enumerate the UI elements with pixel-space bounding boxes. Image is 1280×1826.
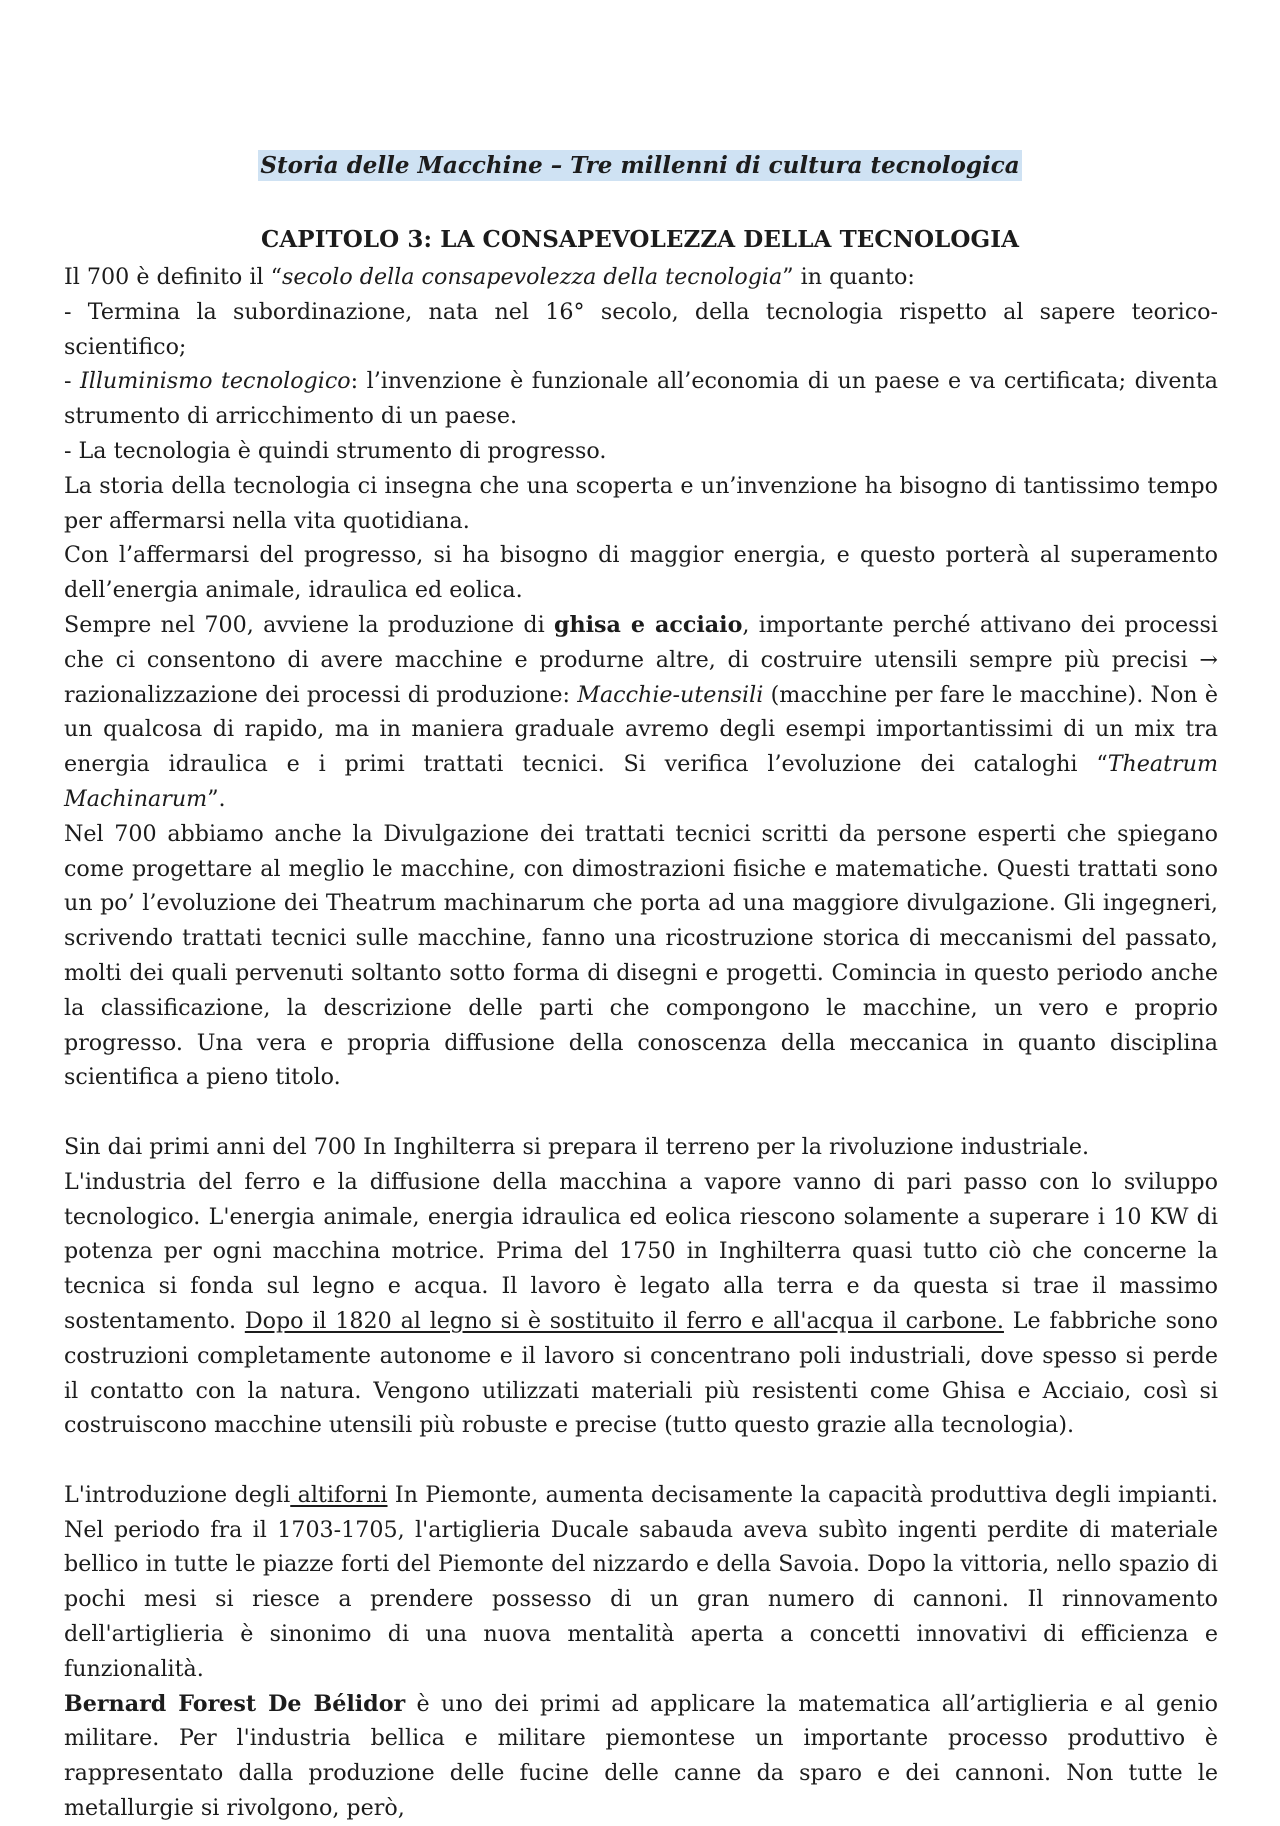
paragraph: L'introduzione degli altiforni In Piemonte, aumenta decisamente la capacità produttiva degli impianti. Nel periodo fra il 1703-1705, l'artiglieria Ducale sabauda aveva subìto ingenti perdite di materiale bellico in tutte le piazze forti del Piemonte del nizzardo e della Savoia. Dopo la vittoria, nello spazio di pochi mesi si riesce a prendere possesso di un gran numero di cannoni. Il rinnovamento dell'artiglieria è sinonimo di una nuova mentalità aperta a concetti innovativi di efficienza e funzionalità.: [64, 1481, 1218, 1682]
list-item: - Termina la subordinazione, nata nel 16° secolo, della tecnologia rispetto al sapere teorico-scientifico;: [64, 298, 1218, 360]
list-item: - Illuminismo tecnologico: l’invenzione è funzionale all’economia di un paese e va certificata; diventa strumento di arricchimento di un paese.: [64, 368, 1218, 430]
document-body: [64, 260, 1218, 1826]
paragraph-intro: Il 700 è definito il “secolo della consapevolezza della tecnologia” in quanto:: [64, 264, 915, 290]
paragraph: La storia della tecnologia ci insegna che una scoperta e un’invenzione ha bisogno di tantissimo tempo per affermarsi nella vita quotidiana.: [64, 472, 1218, 534]
document-title-highlight: Storia delle Macchine – Tre millenni di cultura tecnologica: [260, 152, 1020, 179]
paragraph: Bernard Forest De Bélidor è uno dei primi ad applicare la matematica all’artiglieria e al genio militare. Per l'industria bellica e militare piemontese un importante processo produttivo è rappresentato dalla produzione delle fucine delle canne da sparo e dei cannoni. Non tutte le metallurgie si rivolgono, però,: [64, 1690, 1219, 1822]
paragraph: Sin dai primi anni del 700 In Inghilterra si prepara il terreno per la rivoluzione industriale.: [64, 1133, 1090, 1160]
list-item: - La tecnologia è quindi strumento di progresso.: [64, 437, 607, 464]
emphasis-text: secolo della consapevolezza della tecnologia: [281, 264, 783, 290]
paragraph: Nel 700 abbiamo anche la Divulgazione dei trattati tecnici scritti da persone esperti che spiegano come progettare al meglio le macchine, con dimostrazioni fisiche e matematiche. Questi trattati sono un po’ l’evoluzione dei Theatrum machinarum che porta ad una maggiore divulgazione. Gli ingegneri, scrivendo trattati tecnici sulle macchine, fanno una ricostruzione storica di meccanismi del passato, molti dei quali pervenuti soltanto sotto forma di disegni e progetti. Comincia in questo periodo anche la classificazione, la descrizione delle parti che compongono le macchine, un vero e proprio progresso. Una vera e propria diffusione della conoscenza della meccanica in quanto disciplina scientifica a pieno titolo.: [64, 820, 1218, 1091]
spacer: [64, 1095, 1218, 1130]
emphasis-text: Theatrum Machinarum: [64, 751, 1218, 812]
spacer: [64, 1443, 1218, 1478]
paragraph: Sempre nel 700, avviene la produzione di ghisa e acciaio, importante perché attivano dei processi che ci consentono di avere macchine e produrne altre, di costruire utensili sempre più precisi → razionalizzazione dei processi di produzione: Macchie-utensili (macchine per fare le macchine). Non è un qualcosa di rapido, ma in maniera graduale avremo degli esempi importantissimi di un mix tra energia idraulica e i primi trattati tecnici. Si verifica l’evoluzione dei cataloghi “Theatrum Machinarum”.: [64, 611, 1218, 812]
document-title: [0, 152, 1280, 179]
underlined-text: altiforni: [290, 1481, 388, 1508]
emphasis-text: Macchie-utensili: [577, 681, 764, 708]
bold-text: ghisa e acciaio: [553, 611, 743, 638]
emphasis-text: Illuminismo tecnologico: [79, 368, 351, 395]
paragraph: L'industria del ferro e la diffusione della macchina a vapore vanno di pari passo con lo sviluppo tecnologico. L'energia animale, energia idraulica ed eolica riescono solamente a superare i 10 KW di potenza per ogni macchina motrice. Prima del 1750 in Inghilterra quasi tutto ciò che concerne la tecnica si fonda sul legno e acqua. Il lavoro è legato alla terra e da questa si trae il massimo sostentamento. Dopo il 1820 al legno si è sostituito il ferro e all'acqua il carbone. Le fabbriche sono costruzioni completamente autonome e il lavoro si concentrano poli industriali, dove spesso si perde il contatto con la natura. Vengono utilizzati materiali più resistenti come Ghisa e Acciaio, così si costruiscono macchine utensili più robuste e precise (tutto questo grazie alla tecnologia).: [64, 1168, 1219, 1439]
underlined-text: Dopo il 1820 al legno si è sostituito il ferro e all'acqua il carbone.: [244, 1307, 1004, 1334]
bold-text: Bernard Forest De Bélidor: [64, 1690, 406, 1717]
paragraph: Con l’affermarsi del progresso, si ha bisogno di maggior energia, e questo porterà al superamento dell’energia animale, idraulica ed eolica.: [64, 542, 1218, 604]
chapter-heading: CAPITOLO 3: LA CONSAPEVOLEZZA DELLA TECNOLOGIA: [260, 226, 1020, 253]
